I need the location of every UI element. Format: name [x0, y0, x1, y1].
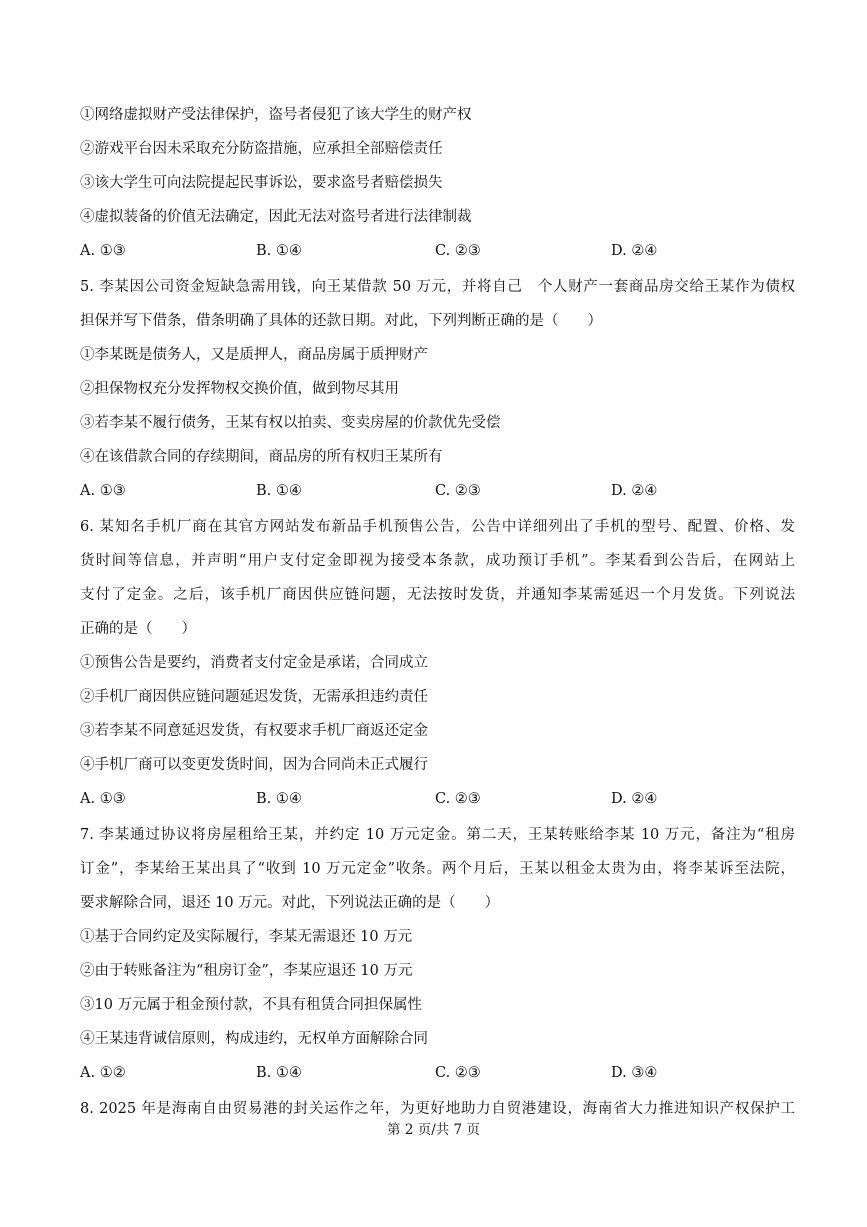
- q4-statement-3: ③该大学生可向法院提起民事诉讼，要求盗号者赔偿损失: [80, 175, 443, 191]
- q7-option-a: A. ①②: [80, 1065, 126, 1081]
- q4-option-b: B. ①④: [256, 243, 302, 259]
- q6-statement-1: ①预售公告是要约，消费者支付定金是承诺，合同成立: [80, 655, 428, 671]
- q4-option-d: D. ②④: [611, 243, 658, 259]
- q7-stem-line-3: 要求解除合同，退还 10 万元。对此，下列说法正确的是（ ）: [80, 895, 500, 911]
- q5-statement-1: ①李某既是债务人，又是质押人，商品房属于质押财产: [80, 347, 428, 363]
- q5-option-d: D. ②④: [611, 483, 658, 499]
- q4-options: [80, 241, 795, 261]
- q7-statement-1: ①基于合同约定及实际履行，李某无需退还 10 万元: [80, 929, 413, 945]
- q5-stem-line-2: 担保并写下借条，借条明确了具体的还款日期。对此，下列判断正确的是（ ）: [80, 313, 602, 329]
- q7-option-c: C. ②③: [435, 1065, 481, 1081]
- q6-statement-4: ④手机厂商可以变更发货时间，因为合同尚未正式履行: [80, 757, 428, 773]
- q6-statement-3: ③若李某不同意延迟发货，有权要求手机厂商返还定金: [80, 723, 428, 739]
- q5-option-a: A. ①③: [80, 483, 126, 499]
- q7-statement-4: ④王某违背诚信原则，构成违约，无权单方面解除合同: [80, 1031, 428, 1047]
- q8-stem-line-1: 8. 2025 年是海南自由贸易港的封关运作之年，为更好地助力自贸港建设，海南省大力推进知识产权保护工: [80, 1101, 795, 1117]
- page-footer: 第 2 页/共 7 页: [387, 1122, 480, 1138]
- q6-options: [80, 789, 795, 809]
- q6-stem-line-4: 正确的是（ ）: [80, 621, 196, 637]
- q4-option-c: C. ②③: [435, 243, 481, 259]
- q6-option-c: C. ②③: [435, 791, 481, 807]
- q4-option-a: A. ①③: [80, 243, 126, 259]
- q7-option-b: B. ①④: [256, 1065, 302, 1081]
- q5-statement-3: ③若李某不履行债务，王某有权以拍卖、变卖房屋的价款优先受偿: [80, 415, 501, 431]
- q5-statement-2: ②担保物权充分发挥物权交换价值，做到物尽其用: [80, 381, 399, 397]
- q4-statement-4: ④虚拟装备的价值无法确定，因此无法对盗号者进行法律制裁: [80, 209, 472, 225]
- q6-statement-2: ②手机厂商因供应链问题延迟发货，无需承担违约责任: [80, 689, 428, 705]
- q4-statement-2: ②游戏平台因未采取充分防盗措施，应承担全部赔偿责任: [80, 141, 443, 157]
- q6-stem-line-1: 6. 某知名手机厂商在其官方网站发布新品手机预售公告，公告中详细列出了手机的型号、配置、价格、发: [80, 519, 795, 535]
- q7-statement-3: ③10 万元属于租金预付款，不具有租赁合同担保属性: [80, 997, 423, 1013]
- q5-option-c: C. ②③: [435, 483, 481, 499]
- q4-statement-1: ①网络虚拟财产受法律保护，盗号者侵犯了该大学生的财产权: [80, 107, 472, 123]
- q7-options: [80, 1063, 795, 1083]
- q6-option-a: A. ①③: [80, 791, 126, 807]
- q7-stem-line-2: 订金”，李某给王某出具了“收到 10 万元定金”收条。两个月后，王某以租金太贵为由，将李某诉至法院，: [80, 861, 795, 877]
- q7-stem-line-1: 7. 李某通过协议将房屋租给王某，并约定 10 万元定金。第二天，王某转账给李某 10 万元，备注为“租房: [80, 827, 795, 843]
- q6-option-d: D. ②④: [611, 791, 658, 807]
- q7-statement-2: ②由于转账备注为“租房订金”，李某应退还 10 万元: [80, 963, 413, 979]
- q5-stem-line-1: 5. 李某因公司资金短缺急需用钱，向王某借款 50 万元，并将自己 个人财产一套商品房交给王某作为债权: [80, 279, 795, 295]
- q5-statement-4: ④在该借款合同的存续期间，商品房的所有权归王某所有: [80, 449, 443, 465]
- q5-options: [80, 481, 795, 501]
- q6-stem-line-3: 支付了定金。之后，该手机厂商因供应链问题，无法按时发货，并通知李某需延迟一个月发货。下列说法: [80, 587, 795, 603]
- q6-option-b: B. ①④: [256, 791, 302, 807]
- q5-option-b: B. ①④: [256, 483, 302, 499]
- q6-stem-line-2: 货时间等信息，并声明“用户支付定金即视为接受本条款，成功预订手机”。李某看到公告后，在网站上: [80, 553, 795, 569]
- q7-option-d: D. ③④: [611, 1065, 658, 1081]
